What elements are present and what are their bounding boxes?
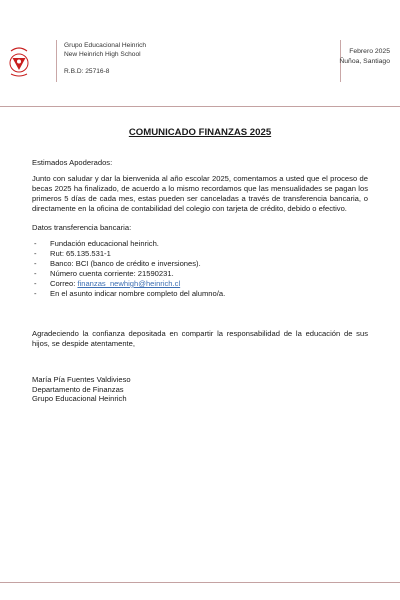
email-link[interactable]: finanzas_newhigh@heinrich.cl bbox=[77, 278, 181, 288]
signer-organization: Grupo Educacional Heinrich bbox=[32, 394, 127, 404]
list-item: - Número cuenta corriente: 21590231. bbox=[50, 269, 368, 279]
school-crest-logo bbox=[8, 44, 30, 78]
header-divider-left bbox=[56, 40, 57, 82]
letter-place: Ñuñoa, Santiago bbox=[339, 57, 390, 65]
closing-paragraph: Agradeciendo la confianza depositada en compartir la responsabilidad de la educación de sus hijos, se despide atentamente, bbox=[32, 328, 368, 348]
footer-rule bbox=[0, 582, 400, 583]
list-item: - Banco: BCI (banco de crédito e inversiones). bbox=[50, 259, 368, 269]
letter-body bbox=[32, 128, 368, 404]
list-item-email bbox=[50, 279, 368, 289]
body-paragraph: Junto con saludar y dar la bienvenida al año escolar 2025, comentamos a usted que el proceso de becas 2025 ha finalizado, de acuerdo a lo mismo recordamos que las mensualidades se pagan los primeros 5 días de cada mes, estas pueden ser canceladas a través de transferencia bancaria, o directamente en la oficina de contabilidad del colegio con tarjeta de crédito, debido o efectivo. bbox=[32, 173, 368, 213]
school-name: New Heinrich High School bbox=[64, 51, 141, 58]
organization-info bbox=[64, 41, 146, 76]
list-item: - En el asunto indicar nombre completo del alumno/a. bbox=[50, 289, 368, 299]
list-item: - Rut: 65.135.531-1 bbox=[50, 249, 368, 259]
signer-name: María Pía Fuentes Valdivieso bbox=[32, 374, 131, 384]
greeting: Estimados Apoderados: bbox=[32, 157, 113, 167]
letter-title: COMUNICADO FINANZAS 2025 bbox=[128, 127, 272, 138]
bank-details-heading: Datos transferencia bancaria: bbox=[32, 223, 132, 233]
rbd-number: R.B.D: 25716-8 bbox=[64, 68, 110, 75]
date-location bbox=[339, 47, 390, 66]
letter-date: Febrero 2025 bbox=[349, 48, 390, 55]
header-rule bbox=[0, 106, 400, 107]
bank-details-list bbox=[32, 239, 368, 298]
letterhead bbox=[0, 0, 400, 108]
org-name: Grupo Educacional Heinrich bbox=[64, 42, 147, 49]
email-label: Correo: bbox=[50, 278, 78, 288]
signature-block bbox=[32, 375, 368, 405]
signer-department: Departamento de Finanzas bbox=[32, 384, 124, 394]
list-item: - Fundación educacional heinrich. bbox=[50, 239, 368, 249]
